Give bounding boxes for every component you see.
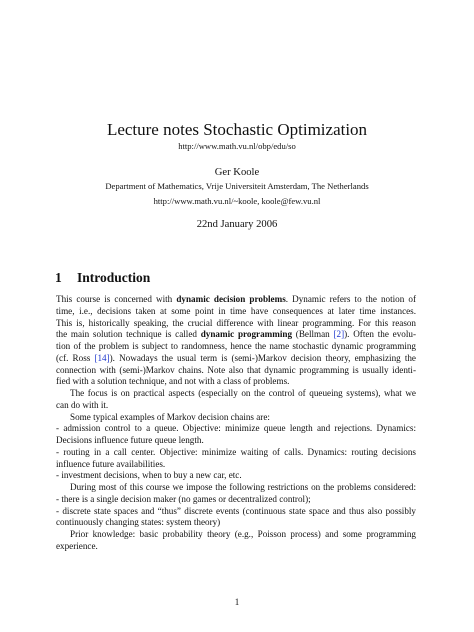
text-line: connection with (semi-)Markov chains. Note also that dynamic programming is usually identi- — [56, 364, 416, 375]
emphasis-text: dynamic programming — [200, 329, 293, 340]
text-line: - investment decisions, when to buy a new car, etc. — [56, 470, 242, 481]
text-span: the main solution technique is called — [56, 329, 201, 340]
text-line: can do with it. — [56, 399, 109, 410]
emphasis-text: dynamic decision problems — [176, 294, 286, 304]
document-title: Lecture notes Stochastic Optimization — [106, 120, 368, 139]
text-line: During most of this course we impose the following restrictions on the problems considered: — [70, 482, 416, 492]
text-span: ). Nowadays the usual term is (semi-)Markov decision theory, emphasizing the — [109, 352, 416, 363]
course-url[interactable]: http://www.math.vu.nl/obp/edu/so — [178, 141, 296, 151]
section-number: 1 — [55, 270, 62, 285]
text-span: This course is concerned with — [56, 294, 177, 304]
author-affiliation: Department of Mathematics, Vrije Universiteit Amsterdam, The Netherlands — [105, 181, 369, 191]
text-line: - discrete state spaces and “thus” discrete events (continuous state space and thus also possibly — [56, 505, 416, 516]
text-line: - there is a single decision maker (no games or decentralized control); — [56, 493, 311, 504]
section-heading — [55, 269, 150, 286]
text-line: Decisions influence future queue length. — [56, 435, 204, 445]
text-line: This is, historically speaking, the crucial difference with linear programming. For this reason — [56, 317, 416, 328]
text-span: (Bellman — [292, 329, 334, 340]
text-line: The focus is on practical aspects (especially on the control of queueing systems), what we — [70, 388, 416, 398]
text-line: experience. — [56, 540, 98, 551]
text-line: influence future availabilities. — [56, 458, 166, 469]
text-span: . Dynamic refers to the notion of — [285, 294, 417, 304]
section-title: Introduction — [77, 270, 151, 285]
citation-link[interactable]: [2] — [333, 329, 345, 340]
citation-link[interactable]: [14] — [94, 352, 110, 363]
section-body — [56, 294, 416, 553]
text-line — [56, 353, 416, 365]
text-line: fied with a solution technique, and not with a class of problems. — [56, 376, 290, 387]
text-line: time, i.e., decisions taken at some point in time have consequences at later time instances. — [56, 305, 416, 316]
text-line: - admission control to a queue. Objective: minimize queue length and rejections. Dynamics: — [56, 423, 416, 434]
page-number: 1 — [234, 597, 240, 607]
text-line: - routing in a call center. Objective: minimize waiting of calls. Dynamics: routing decisions — [56, 446, 416, 457]
text-line — [56, 294, 416, 306]
author-contact[interactable]: http://www.math.vu.nl/~koole, koole@few.vu.nl — [153, 196, 321, 206]
text-line: continuously changing states: system theory) — [56, 517, 221, 528]
text-line: tion of the problem is subject to randomness, hence the name stochastic dynamic programming — [56, 341, 416, 351]
text-span: (cf. Ross — [56, 352, 95, 363]
document-date: 22nd January 2006 — [196, 219, 278, 230]
author-name: Ger Koole — [214, 167, 260, 178]
text-line: Some typical examples of Markov decision chains are: — [70, 411, 270, 422]
text-span: ). Often the evolu- — [344, 329, 416, 340]
text-line — [56, 329, 416, 341]
text-line: Prior knowledge: basic probability theory (e.g., Poisson process) and some programming — [70, 529, 416, 539]
